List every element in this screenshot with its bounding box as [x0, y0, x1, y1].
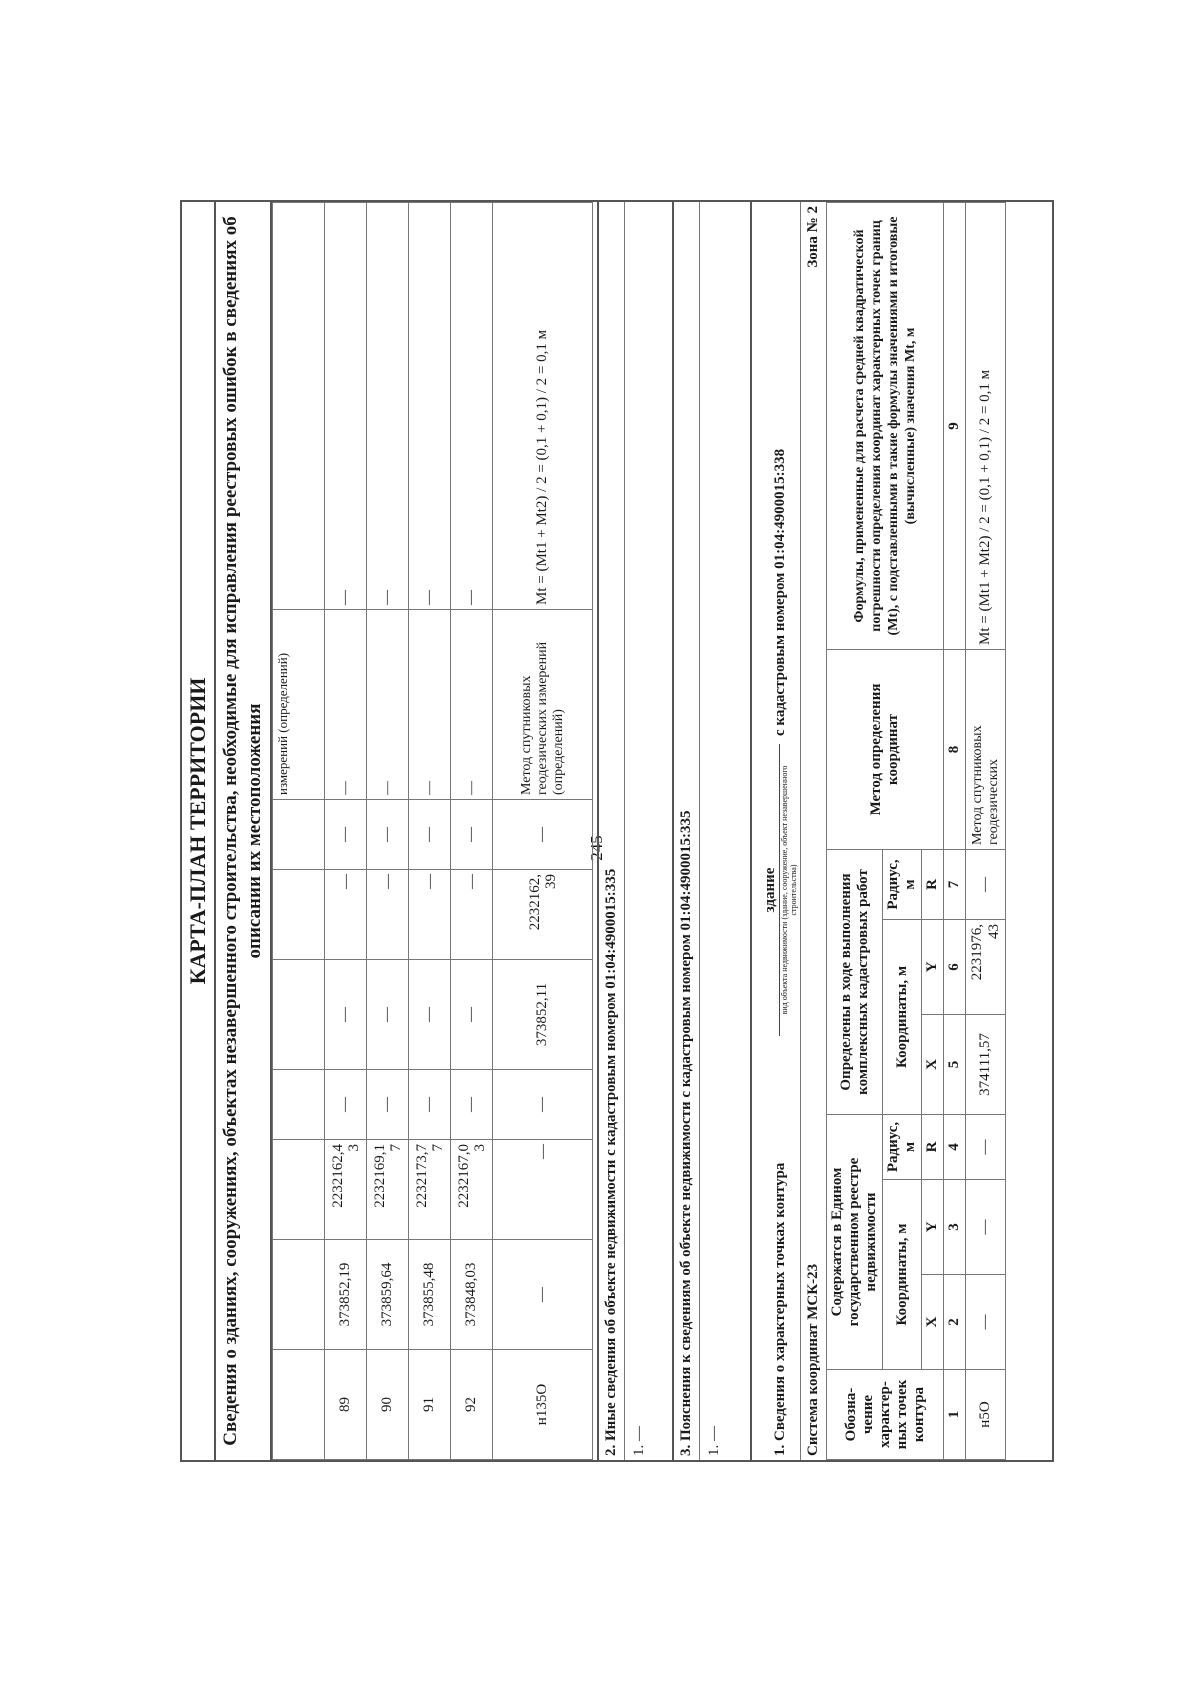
col-number: 1 [944, 1370, 966, 1460]
hdr-works: Определены в ходе выполнения комплексных кадастровых работ [827, 849, 883, 1114]
cell-x: — [493, 1240, 593, 1350]
col-number: 6 [944, 919, 966, 1014]
section-2 [597, 202, 663, 1460]
cell-r: — [409, 1070, 451, 1140]
contour-heading-right: с кадастровым номером 01:04:4900015:338 [771, 448, 788, 736]
hdr-x-2: X [922, 1014, 944, 1114]
hdr-r-2: R [922, 849, 944, 919]
cell-y: 2232167,0 3 [451, 1140, 493, 1240]
coord-system: Система координат МСК-23 [805, 1263, 821, 1456]
hdr-formula: Формулы, примененные для расчета средней квадратической погрешности определения координат характерных точек границ (Mt), с подставленными в такие формулы значениями и итоговые (вычисленные) значения Mt, м [827, 203, 944, 650]
hdr-radius-2: Радиус, м [883, 849, 922, 919]
cell-point: 89 [325, 1350, 367, 1460]
cell-formula: — [367, 203, 409, 610]
points-table-1-wrap [272, 202, 593, 1460]
cell-r2: — [325, 800, 367, 870]
cell-x2: — [367, 960, 409, 1070]
cell-r: — [367, 1070, 409, 1140]
cell-x: — [966, 1275, 1006, 1370]
table-2-header-row-1 [827, 203, 883, 1460]
table-row [409, 203, 451, 1460]
cell-method: — [367, 610, 409, 800]
hdr-point: Обозна-чение характер-ных точек контура [827, 1370, 944, 1460]
cell-method: Метод спутниковых геодезических измерений (определений) [493, 610, 593, 800]
cell-y: — [966, 1180, 1006, 1275]
table-row [451, 203, 493, 1460]
hdr-y-1: Y [922, 1180, 944, 1275]
col-number: 9 [944, 203, 966, 650]
cell-point: н135О [493, 1350, 593, 1460]
table-1-body [325, 203, 593, 1460]
cell-y: 2232173,7 7 [409, 1140, 451, 1240]
hdr-radius-1: Радиус, м [883, 1114, 922, 1179]
cell-y2: — [451, 870, 493, 960]
section-3 [672, 202, 738, 1460]
cell-y: — [493, 1140, 593, 1240]
object-type: здание [762, 744, 780, 1036]
table-row [325, 203, 367, 1460]
zone-label: Зона № 2 [805, 206, 821, 268]
page-number: 245 [586, 835, 606, 861]
cell-y: 2232169,1 7 [367, 1140, 409, 1240]
contour-heading [752, 202, 800, 1460]
cell-x: 373855,48 [409, 1240, 451, 1350]
cell-r2: — [966, 849, 1006, 919]
col-number: 7 [944, 849, 966, 919]
cell-y2: — [367, 870, 409, 960]
cell-point: 92 [451, 1350, 493, 1460]
cell-r2: — [367, 800, 409, 870]
cell-y2: — [325, 870, 367, 960]
contour-heading-left: 1. Сведения о характерных точках контура [771, 1162, 788, 1456]
table-row [493, 203, 593, 1460]
cell-x2: — [409, 960, 451, 1070]
section-2-title: 2. Иные сведения об объекте недвижимости с кадастровым номером 01:04:4900015:335 [597, 202, 625, 1460]
cell-y2: 2232162, 39 [493, 870, 593, 960]
hdr-coords-2: Координаты, м [883, 919, 922, 1114]
cell-method: — [409, 610, 451, 800]
object-type-caption: вид объекта недвижимости (здание, сооружение, объект незавершенного строительства) [780, 765, 798, 1015]
cell-point: 91 [409, 1350, 451, 1460]
cell-x: 373859,64 [367, 1240, 409, 1350]
cell-x: 373852,19 [325, 1240, 367, 1350]
col-number: 4 [944, 1114, 966, 1179]
col-number: 3 [944, 1180, 966, 1275]
cell-formula: — [409, 203, 451, 610]
cell-r: — [966, 1114, 1006, 1179]
section-2-value: 1. — [631, 1426, 647, 1456]
rotated-document-frame [180, 200, 1054, 1462]
cell-y: 2232162,4 3 [325, 1140, 367, 1240]
col-number: 8 [944, 649, 966, 849]
hdr-r-1: R [922, 1114, 944, 1179]
col-number: 5 [944, 1014, 966, 1114]
cell-r: — [451, 1070, 493, 1140]
cell-formula: — [325, 203, 367, 610]
section-3-value: 1. — [706, 1426, 722, 1456]
cell-r: — [493, 1070, 593, 1140]
document-title: КАРТА-ПЛАН ТЕРРИТОРИИ [182, 202, 216, 1460]
hdr-coords-1: Координаты, м [883, 1180, 922, 1370]
hdr-method: Метод определения координат [827, 649, 944, 849]
document-subtitle: Сведения о зданиях, сооружениях, объектах незавершенного строительства, необходимые для исправления реестровых ошибок в сведениях об описании их местоположения [216, 202, 272, 1460]
cell-r2: — [409, 800, 451, 870]
cell-method: Метод спутниковых геодезических [966, 649, 1006, 849]
table-row [367, 203, 409, 1460]
cell-formula: — [451, 203, 493, 610]
col-number: 2 [944, 1275, 966, 1370]
cell-x2: 373852,11 [493, 960, 593, 1070]
table-row [966, 203, 1006, 1460]
cell-formula: Mt = (Mt1 + Mt2) / 2 = (0,1 + 0,1) / 2 = 0,1 м [966, 203, 1006, 650]
section-3-title: 3. Пояснения к сведениям об объекте недвижимости с кадастровым номером 01:04:4900015:335 [672, 202, 700, 1460]
table-1-header-fragment-row [273, 203, 325, 1460]
hdr-registry: Содержатся в Едином государственном реестре недвижимости [827, 1114, 883, 1369]
cell-r: — [325, 1070, 367, 1140]
header-fragment: измерений (определений) [273, 610, 325, 800]
points-table-2 [826, 202, 1006, 1460]
contour-points-section [750, 202, 1006, 1460]
cell-x2: — [451, 960, 493, 1070]
cell-x: 373848,03 [451, 1240, 493, 1350]
cell-x2: — [325, 960, 367, 1070]
cell-y2: — [409, 870, 451, 960]
cell-method: — [325, 610, 367, 800]
contour-heading-mid-cell [752, 740, 800, 1040]
hdr-x-1: X [922, 1275, 944, 1370]
cell-method: — [451, 610, 493, 800]
cell-y2: 2231976, 43 [966, 919, 1006, 1014]
points-table-1 [272, 202, 593, 1460]
hdr-y-2: Y [922, 919, 944, 1014]
cell-r2: — [493, 800, 593, 870]
table-2-column-numbers [944, 203, 966, 1460]
cell-formula: Mt = (Mt1 + Mt2) / 2 = (0,1 + 0,1) / 2 = 0,1 м [493, 203, 593, 610]
cell-point: 90 [367, 1350, 409, 1460]
cell-point: н5О [966, 1370, 1006, 1460]
cell-x2: 374111,57 [966, 1014, 1006, 1114]
coord-system-bar [800, 202, 826, 1460]
cell-r2: — [451, 800, 493, 870]
